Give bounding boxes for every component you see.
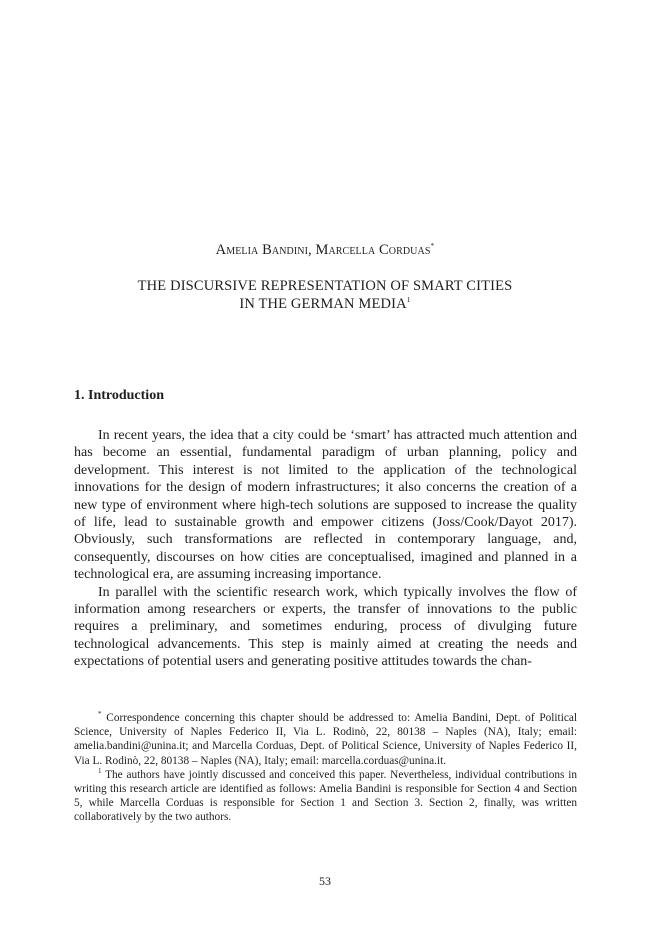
page-number: 53 [319, 874, 331, 888]
chapter-title [0, 277, 650, 313]
body-paragraph-2: In parallel with the scientific research work, which typically involves the flow of information among researchers or experts, the transfer of innovations to the public requires a preliminary, and sometimes enduring, process of divulging future technological advancements. This step is mainly aimed at creating the needs and expectations of potential users and generating positive attitudes towards the chan- [74, 584, 577, 670]
section-heading: 1. Introduction [74, 388, 164, 403]
footnote-1-text: Correspondence concerning this chapter should be addressed to: Amelia Bandini, Dept. of Political Science, University of Naples Federico II, Via L. Rodinò, 22, 80138 – Naples (NA), Italy; email: amelia.bandini@unina.it; and Marcella Corduas, Dept. of Political Science, University of Naples Federico II, Via L. Rodinò, 22, 80138 – Naples (NA), Italy; email: marcella.corduas@unina.it. [74, 712, 578, 767]
footnote-2 [74, 768, 577, 825]
body-paragraph-1: In recent years, the idea that a city could be ‘smart’ has attracted much attention and has become an essential, fundamental paradigm of urban planning, policy and development. This interest is not limited to the application of the technological innovations for the design of modern infrastructures; it also concerns the creation of a new type of environment where high-tech solutions are supposed to increase the quality of life, lead to sustainable growth and empower citizens (Joss/Cook/Dayot 2017). Obviously, such transformations are reflected in contemporary language, and, consequently, discourses on how cities are conceptualised, imagined and planned in a technological era, are assuming increasing importance. [74, 428, 577, 583]
title-line-2: IN THE GERMAN MEDIA [239, 296, 407, 312]
title-line-1: THE DISCURSIVE REPRESENTATION OF SMART CITIES [137, 278, 513, 294]
footnote-1-marker: * [98, 710, 102, 719]
title-line-2-wrap [0, 295, 650, 313]
author-line [0, 242, 650, 259]
author-footnote-marker: * [430, 241, 435, 251]
footnote-2-marker: 1 [98, 767, 102, 776]
footnotes [74, 711, 577, 825]
footnote-2-text: The authors have jointly discussed and conceived this paper. Nevertheless, individual contributions in writing this research article are identified as follows: Amelia Bandini is responsible for Section 4 and Section 5, while Marcella Corduas is responsible for Section 1 and Section 3. Section 2, finally, was written collaboratively by the two authors. [74, 768, 577, 824]
body-text [74, 427, 577, 671]
author-names: Amelia Bandini, Marcella Corduas [215, 242, 431, 258]
footnote-1 [74, 711, 577, 768]
title-footnote-marker: 1 [406, 295, 411, 305]
